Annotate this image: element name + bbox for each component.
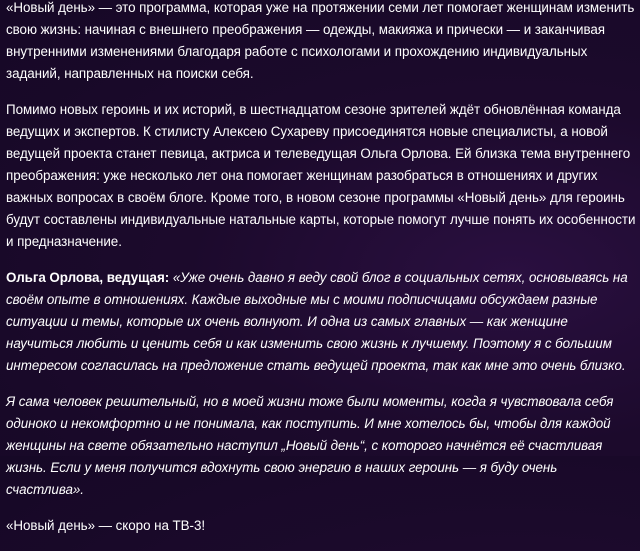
quote-text-part-1: «Уже очень давно я веду свой блог в социальных сетях, основываясь на своём опыте в отношениях. Каждые выходные мы с моими подписчицами обсуждаем разные ситуации и темы, которые их очень волнуют. И одна из самых главных — как женщине научиться любить и ценить себя и как изменить свою жизнь к лучшему. Поэтому я с большим интересом согласилась на предложение стать ведущей проекта, так как мне это очень близко.	[6, 270, 628, 373]
article-closing: «Новый день» — скоро на ТВ-3!	[6, 518, 206, 533]
quote-speaker: Ольга Орлова, ведущая:	[6, 270, 170, 285]
article-body	[6, 0, 636, 551]
quote-text-part-2: Я сама человек решительный, но в моей жизни тоже были моменты, когда я чувствовала себя одиноко и некомфортно и не понимала, как поступить. И мне хотелось бы, чтобы для каждой женщины на свете обязательно наступил „Новый день“, с которого начнётся её счастливая жизнь. Если у меня получится вдохнуть свою энергию в наших героинь — я буду очень счастлива».	[6, 394, 614, 497]
quote-paragraph	[6, 267, 636, 377]
article-paragraph-intro: «Новый день» — это программа, которая уже на протяжении семи лет помогает женщинам изменить свою жизнь: начиная с внешнего преображения — одежды, макияжа и прически — и заканчивая внутренними изменениями благодаря работе с психологами и прохождению индивидуальных заданий, направленных на поиски себя.	[6, 0, 635, 81]
article-paragraph-season: Помимо новых героинь и их историй, в шестнадцатом сезоне зрителей ждёт обновлённая команда ведущих и экспертов. К стилисту Алексею Сухареву присоединятся новые специалисты, а новой ведущей проекта станет певица, актриса и телеведущая Ольга Орлова. Ей близка тема внутреннего преображения: уже несколько лет она помогает женщинам разобраться в отношениях и других важных вопросах в своём блоге. Кроме того, в новом сезоне программы «Новый день» для героинь будут составлены индивидуальные натальные карты, которые помогут лучше понять их особенности и предназначение.	[6, 102, 636, 249]
